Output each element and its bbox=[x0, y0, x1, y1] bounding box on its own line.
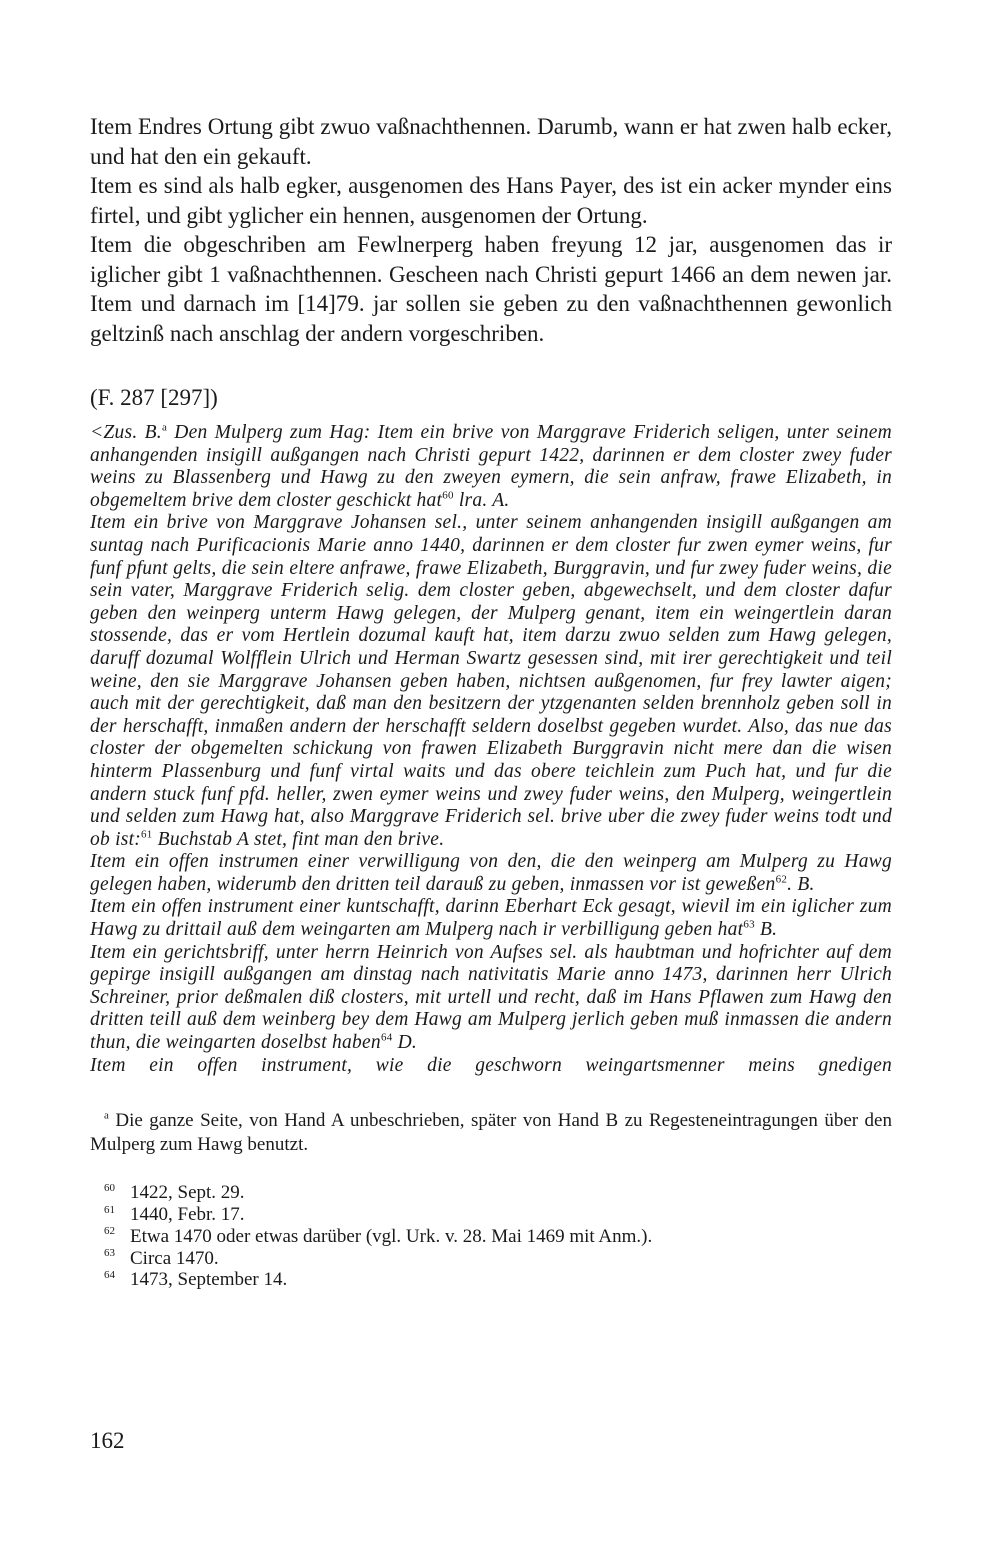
entry-text: Den Mulperg zum Hag: Item ein brive von Marggrave Friderich seligen, unter seinem anhangenden insigill außgangen nach Christi gepurt 1422, darinnen er dem closter zwey fuder weins zu Blassenberg und Hawg zu den zweyen eymern, die sein anfraw, frawe Elizabeth, in obgemeltem brive dem closter geschickt hat bbox=[90, 422, 892, 511]
footnote: 60 1422, Sept. 29. bbox=[104, 1181, 245, 1204]
paragraph: Item es sind als halb egker, ausgenomen des Hans Payer, des ist ein acker mynder eins firtel, und gibt yglicher ein hennen, ausgenomen der Ortung. bbox=[90, 173, 892, 228]
entry-text: Item ein gerichtsbriff, unter herrn Heinrich von Aufses sel. als haubtman und hofrichter auf dem gepirge insigill außgangen am dinstag nach nativitatis Marie anno 1473, darinnen herr Ulrich Schreiner, prior deßmalen diß closters, mit urtell und recht, daß im Hans Pflawen zum Hawg den dritten teill auß dem weinberg bey dem Hawg am Mulperg jerlich geben muß inmassen die andern thun, die weingarten doselbst haben bbox=[90, 941, 892, 1054]
main-text bbox=[90, 112, 892, 348]
footnote-text: 1473, September 14. bbox=[130, 1269, 288, 1291]
footnote-marker: a bbox=[161, 421, 168, 434]
footnote-text: Die ganze Seite, von Hand A unbeschrieben, später von Hand B zu Regesteneintragungen über den Mulperg zum Hawg benutzt. bbox=[90, 1110, 892, 1156]
footnote-marker: a bbox=[104, 1109, 109, 1122]
paragraph: Item die obgeschriben am Fewlnerperg haben freyung 12 jar, ausgenomen das ir iglicher gibt 1 vaßnachthennen. Gescheen nach Christi gepurt 1466 an dem newen jar. Item und darnach im [14]79. jar sollen sie geben zu den vaßnachthennen gewonlich geltzinß nach anschlag der andern vorgeschriben. bbox=[90, 232, 892, 346]
register-entries bbox=[90, 422, 892, 1077]
footnote-marker: 61 bbox=[141, 828, 153, 841]
footnote-text: 1422, Sept. 29. bbox=[130, 1182, 245, 1204]
entry bbox=[90, 512, 892, 851]
footnote-marker: 62 bbox=[775, 873, 788, 886]
entry-text: Item ein brive von Marggrave Johansen sel., unter seinem anhangenden insigill außgangen am suntag nach Purificacionis Marie anno 1440, darinnen er dem closter fur zwen eymer weins, fur funf pfunt gelts, die sein eltere anfrawe, frawe Elizabeth, Burggravin, und fur zwey fuder weins, die sein vater, Marggrave Friderich selig. dem closter geben, abgewechselt, und dem closter dafur geben den weinperg unterm Hawg gelegen, der Mulperg genant, item ein weingertlein daran stossende, das er vom Hertlein dozumal kauft hat, item darzu zwuo selden zum Hawg gelegen, daruff dozumal Wolfflein Ulrich und Herman Swartz gesessen sind, mit irer gerechtigkeit und teil weine, den sie Marggrave Johansen geben haben, nichtsen außgenomen, fur frey lawter aigen; auch mit der gerechtigkeit, daß man den besitzern der ytzgenanten selden brennholz geben soll in der herschafft, inmaßen andern der herschafft seldern doselbst gegeben wurdet. Also, das nue das closter der obgemelten schickung von frawen Elizabeth Burggravin nicht mere dan die wisen hinterm Plassenburg und funf virtal waits und das obere teichlein zum Puch hat, und fur die andern stuck funf pfd. heller, zwen eymer weins und zwey fuder weins, den Mulperg, weingertlein und selden zum Hawg hat, also Marggrave Friderich sel. brive uber die zwey fuder weins todt und ob ist: bbox=[90, 512, 892, 850]
footnote: 61 1440, Febr. 17. bbox=[104, 1203, 245, 1226]
entry-text-end: lra. A. bbox=[453, 489, 510, 511]
entry-text-end: Buchstab A stet, fint man den brive. bbox=[152, 828, 445, 850]
entry bbox=[90, 942, 892, 1055]
page-number: 162 bbox=[90, 1428, 125, 1453]
footnote-text: 1440, Febr. 17. bbox=[130, 1204, 245, 1226]
entry-prefix: <Zus. B. bbox=[90, 422, 162, 443]
footnote-text: Etwa 1470 oder etwas darüber (vgl. Urk. v. 28. Mai 1469 mit Anm.). bbox=[130, 1225, 653, 1247]
entry-text-end: . B. bbox=[787, 873, 815, 895]
footnote-marker: 60 bbox=[442, 489, 454, 502]
entry bbox=[90, 896, 892, 941]
folio-reference: (F. 287 [297]) bbox=[90, 385, 218, 410]
footnote: 62 Etwa 1470 oder etwas darüber (vgl. Urk. v. 28. Mai 1469 mit Anm.). bbox=[104, 1225, 653, 1247]
entry-text-end: D. bbox=[392, 1032, 418, 1054]
entry-text-end: B. bbox=[754, 919, 778, 941]
entry bbox=[90, 851, 892, 896]
footnote-text: Circa 1470. bbox=[130, 1247, 219, 1269]
footnote: 64 1473, September 14. bbox=[104, 1269, 288, 1291]
footnote: 63 Circa 1470. bbox=[104, 1247, 219, 1269]
entry-text: Item ein offen instrumen einer verwilligung von den, die den weinperg am Mulperg zu Hawg gelegen haben, widerumb den dritten teil darauß zu geben, inmassen vor ist geweßen bbox=[90, 851, 892, 895]
entry bbox=[90, 422, 892, 512]
footnote-marker: 63 bbox=[743, 918, 755, 931]
footnote-a bbox=[90, 1109, 892, 1157]
entry: Item ein offen instrument, wie die geschworn weingartsmenner meins gnedigen bbox=[90, 1054, 892, 1076]
paragraph: Item Endres Ortung gibt zwuo vaßnachthennen. Darumb, wann er hat zwen halb ecker, und hat den ein gekauft. bbox=[90, 114, 892, 169]
entry-text: Item ein offen instrument einer kuntschafft, darinn Eberhart Eck gesagt, wievil im ein iglicher zum Hawg zu drittail auß dem weingarten am Mulperg nach ir verbilligung geben hat bbox=[90, 896, 892, 941]
footnote-marker: 64 bbox=[380, 1031, 393, 1044]
page-content bbox=[90, 112, 892, 1291]
numbered-footnotes bbox=[90, 1182, 892, 1291]
